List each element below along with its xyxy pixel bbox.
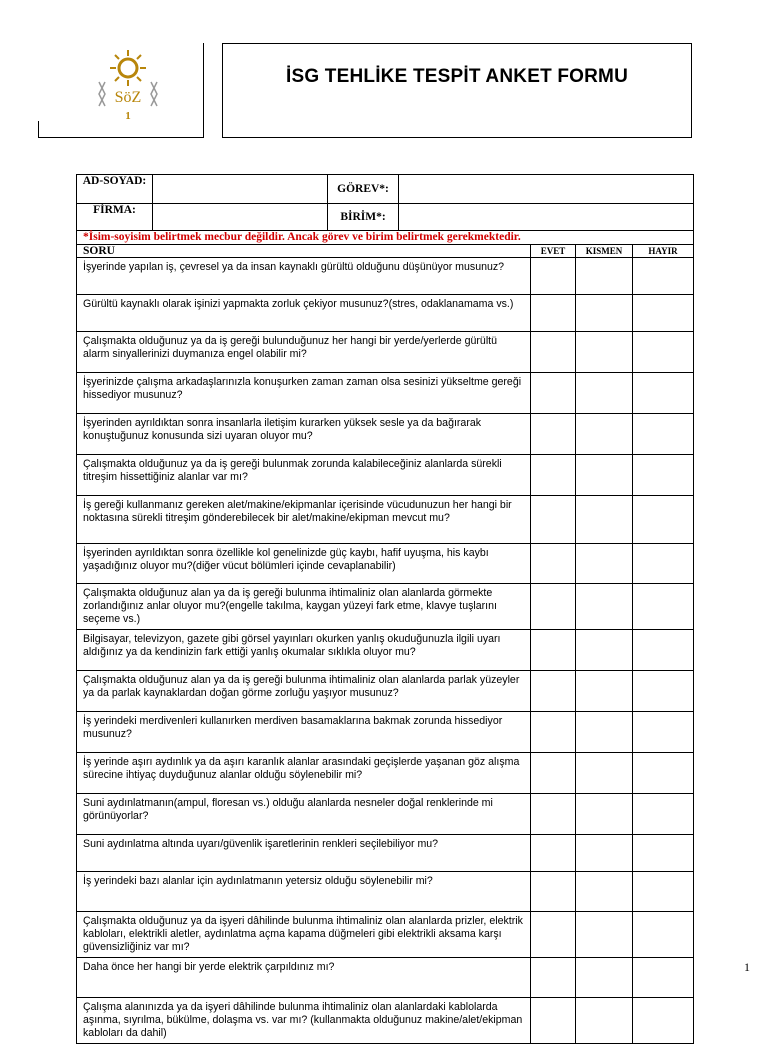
- birim-field[interactable]: [399, 204, 694, 231]
- question-row: [77, 671, 694, 712]
- answer-kismen-cell[interactable]: [576, 455, 633, 496]
- gorev-field[interactable]: [399, 175, 694, 204]
- question-text: Çalışmakta olduğunuz ya da iş gereği bulunmak zorunda kalabileceğiniz alanlarda sürekli titreşim hissettiğiniz alanlar var mı?: [77, 455, 531, 496]
- question-row: [77, 998, 694, 1044]
- answer-evet-cell[interactable]: [531, 872, 576, 912]
- question-row: [77, 544, 694, 584]
- gorev-label: GÖREV*:: [328, 175, 399, 204]
- answer-kismen-cell[interactable]: [576, 998, 633, 1044]
- answer-kismen-cell[interactable]: [576, 872, 633, 912]
- logo-area: [38, 43, 204, 138]
- answer-evet-cell[interactable]: [531, 753, 576, 794]
- question-text: İş yerindeki merdivenleri kullanırken merdiven basamaklarına bakmak zorunda hissediyor musunuz?: [77, 712, 531, 753]
- answer-hayir-cell[interactable]: [633, 835, 694, 872]
- question-row: [77, 258, 694, 295]
- answer-evet-cell[interactable]: [531, 630, 576, 671]
- question-row: [77, 630, 694, 671]
- answer-hayir-cell[interactable]: [633, 794, 694, 835]
- question-row: [77, 835, 694, 872]
- answer-kismen-cell[interactable]: [576, 712, 633, 753]
- question-text: Suni aydınlatmanın(ampul, floresan vs.) olduğu alanlarda nesneler doğal renklerinde mi görünüyorlar?: [77, 794, 531, 835]
- svg-text:SöZ: SöZ: [114, 89, 142, 106]
- question-row: [77, 295, 694, 332]
- answer-evet-cell[interactable]: [531, 712, 576, 753]
- answer-evet-cell[interactable]: [531, 295, 576, 332]
- question-row: [77, 872, 694, 912]
- question-row: [77, 753, 694, 794]
- answer-kismen-cell[interactable]: [576, 835, 633, 872]
- question-text: İşyerinden ayrıldıktan sonra insanlarla iletişim kurarken yüksek sesle ya da bağırarak konuştuğunuz konusunda sizi uyaran oluyor mu?: [77, 414, 531, 455]
- hayir-header: HAYIR: [633, 245, 694, 258]
- answer-evet-cell[interactable]: [531, 912, 576, 958]
- page-number: 1: [744, 960, 750, 974]
- question-row: [77, 332, 694, 373]
- answer-evet-cell[interactable]: [531, 835, 576, 872]
- answer-kismen-cell[interactable]: [576, 753, 633, 794]
- answer-hayir-cell[interactable]: [633, 295, 694, 332]
- answer-kismen-cell[interactable]: [576, 544, 633, 584]
- kismen-header: KISMEN: [576, 245, 633, 258]
- evet-header: EVET: [531, 245, 576, 258]
- question-row: [77, 373, 694, 414]
- answer-hayir-cell[interactable]: [633, 414, 694, 455]
- required-note: *İsim-soyisim belirtmek mecbur değildir. Ancak görev ve birim belirtmek gerekmektedir.: [77, 231, 694, 245]
- answer-evet-cell[interactable]: [531, 584, 576, 630]
- answer-evet-cell[interactable]: [531, 998, 576, 1044]
- question-text: İşyerinden ayrıldıktan sonra özellikle kol genelinizde güç kaybı, hafif uyuşma, his kaybı yaşadığınız oluyor mu?(diğer vücut bölümleri içinde cevaplanabilir): [77, 544, 531, 584]
- question-row: [77, 584, 694, 630]
- answer-kismen-cell[interactable]: [576, 958, 633, 998]
- answer-evet-cell[interactable]: [531, 455, 576, 496]
- answer-hayir-cell[interactable]: [633, 671, 694, 712]
- answer-kismen-cell[interactable]: [576, 912, 633, 958]
- ad-soyad-field[interactable]: [153, 175, 328, 204]
- company-logo-icon: [93, 46, 163, 126]
- answer-hayir-cell[interactable]: [633, 712, 694, 753]
- question-row: [77, 496, 694, 544]
- answer-evet-cell[interactable]: [531, 373, 576, 414]
- answer-evet-cell[interactable]: [531, 958, 576, 998]
- question-text: Bilgisayar, televizyon, gazete gibi görsel yayınları okurken yanlış okuduğunuzla ilgili uyarı aldığınız ya da kendinizin fark ettiği yanlış okumalar sıklıkla oluyor mu?: [77, 630, 531, 671]
- answer-kismen-cell[interactable]: [576, 584, 633, 630]
- question-row: [77, 958, 694, 998]
- question-rows: [77, 258, 694, 1044]
- firma-label: FİRMA:: [77, 204, 153, 231]
- answer-hayir-cell[interactable]: [633, 872, 694, 912]
- answer-evet-cell[interactable]: [531, 794, 576, 835]
- answer-evet-cell[interactable]: [531, 496, 576, 544]
- answer-kismen-cell[interactable]: [576, 332, 633, 373]
- answer-kismen-cell[interactable]: [576, 295, 633, 332]
- question-text: İşyerinde yapılan iş, çevresel ya da insan kaynaklı gürültü olduğunu düşünüyor musunuz?: [77, 258, 531, 295]
- question-row: [77, 712, 694, 753]
- question-text: İş gereği kullanmanız gereken alet/makine/ekipmanlar içerisinde vücudunuzun her hangi bir noktasına sürekli titreşim gönderebilecek bir alet/makine/ekipman mevcut mu?: [77, 496, 531, 544]
- firma-field[interactable]: [153, 204, 328, 231]
- title-box: [222, 43, 692, 138]
- answer-hayir-cell[interactable]: [633, 496, 694, 544]
- answer-hayir-cell[interactable]: [633, 753, 694, 794]
- question-text: Çalışmakta olduğunuz ya da işyeri dâhilinde bulunma ihtimaliniz olan alanlarda prizler, elektrik kabloları, elektrikli aletler, aydınlatma açma kapama düğmeleri gibi elektrikli aksama karşı güvensizliğiniz var mı?: [77, 912, 531, 958]
- answer-hayir-cell[interactable]: [633, 332, 694, 373]
- question-row: [77, 912, 694, 958]
- answer-hayir-cell[interactable]: [633, 455, 694, 496]
- question-row: [77, 794, 694, 835]
- answer-kismen-cell[interactable]: [576, 794, 633, 835]
- question-text: Daha önce her hangi bir yerde elektrik çarpıldınız mı?: [77, 958, 531, 998]
- answer-hayir-cell[interactable]: [633, 584, 694, 630]
- answer-hayir-cell[interactable]: [633, 630, 694, 671]
- question-text: Çalışmakta olduğunuz ya da iş gereği bulunduğunuz her hangi bir yerde/yerlerde gürültü alarm sinyallerinizi duymanıza engel olabilir mi?: [77, 332, 531, 373]
- answer-hayir-cell[interactable]: [633, 544, 694, 584]
- question-text: İşyerinizde çalışma arkadaşlarınızla konuşurken zaman zaman olsa sesinizi yükseltme gereği hissediyor musunuz?: [77, 373, 531, 414]
- form-title: İSG TEHLİKE TESPİT ANKET FORMU: [285, 66, 629, 87]
- birim-label: BİRİM*:: [328, 204, 399, 231]
- question-row: [77, 455, 694, 496]
- answer-kismen-cell[interactable]: [576, 671, 633, 712]
- answer-kismen-cell[interactable]: [576, 414, 633, 455]
- survey-table: [76, 174, 694, 1044]
- answer-hayir-cell[interactable]: [633, 958, 694, 998]
- question-text: Çalışmakta olduğunuz alan ya da iş gereği bulunma ihtimaliniz olan alanlarda görmekte zorlandığınız anlar oluyor mu?(engelle takılma, kaygan yüzeyi fark etme, klavye tuşlarını seçeme vs.): [77, 584, 531, 630]
- answer-kismen-cell[interactable]: [576, 258, 633, 295]
- question-text: Gürültü kaynaklı olarak işinizi yapmakta zorluk çekiyor musunuz?(stres, odaklanamama vs.): [77, 295, 531, 332]
- answer-hayir-cell[interactable]: [633, 998, 694, 1044]
- answer-evet-cell[interactable]: [531, 332, 576, 373]
- question-text: Çalışma alanınızda ya da işyeri dâhilinde bulunma ihtimaliniz olan alanlardaki kablolarda aşınma, sıyrılma, bükülme, dolaşma vs. var mı? (kullanmakta olduğunuz makine/alet/ekipman kabloları da dahil): [77, 998, 531, 1044]
- answer-evet-cell[interactable]: [531, 258, 576, 295]
- ad-soyad-label: AD-SOYAD:: [77, 175, 153, 204]
- svg-text:1: 1: [125, 110, 131, 122]
- answer-kismen-cell[interactable]: [576, 496, 633, 544]
- answer-hayir-cell[interactable]: [633, 373, 694, 414]
- question-text: İş yerindeki bazı alanlar için aydınlatmanın yetersiz olduğu söylenebilir mi?: [77, 872, 531, 912]
- answer-evet-cell[interactable]: [531, 544, 576, 584]
- answer-kismen-cell[interactable]: [576, 630, 633, 671]
- answer-hayir-cell[interactable]: [633, 258, 694, 295]
- answer-kismen-cell[interactable]: [576, 373, 633, 414]
- question-row: [77, 414, 694, 455]
- soru-header: SORU: [77, 245, 531, 258]
- answer-evet-cell[interactable]: [531, 671, 576, 712]
- question-text: Suni aydınlatma altında uyarı/güvenlik işaretlerinin renkleri seçilebiliyor mu?: [77, 835, 531, 872]
- question-text: Çalışmakta olduğunuz alan ya da iş gereği bulunma ihtimaliniz olan alanlarda parlak yüzeyler ya da parlak kaynaklardan doğan görme zorluğu yaşıyor musunuz?: [77, 671, 531, 712]
- question-text: İş yerinde aşırı aydınlık ya da aşırı karanlık alanlar arasındaki geçişlerde yaşanan göz alışma sürecine ihtiyaç duyduğunuz alanlar olduğu söylenebilir mi?: [77, 753, 531, 794]
- answer-hayir-cell[interactable]: [633, 912, 694, 958]
- answer-evet-cell[interactable]: [531, 414, 576, 455]
